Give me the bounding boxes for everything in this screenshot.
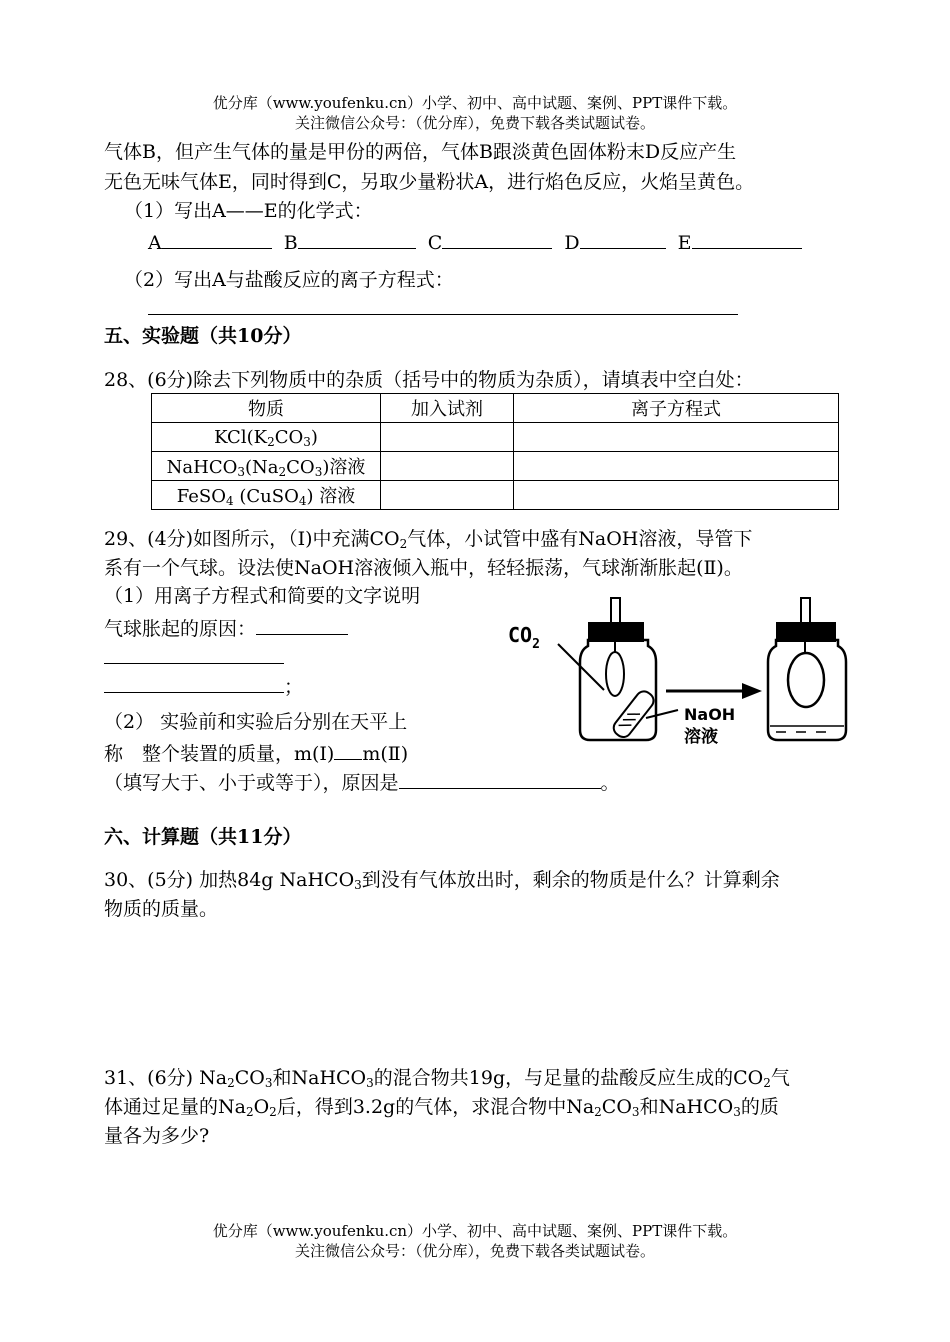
answer-line-equation[interactable] [148,314,738,315]
blank-reason-2[interactable] [104,643,284,664]
q29-line3: （1）用离子方程式和简要的文字说明 [104,585,421,607]
header-substance: 物质 [152,394,381,423]
arrow-head [742,683,762,699]
page-header-line2: 关注微信公众号：（优分库），免费下载各类试题试卷。 [294,114,655,132]
cell-equation[interactable] [514,452,839,481]
label-a: A [148,232,162,254]
bottle-ii [768,598,846,740]
blank-d[interactable] [580,228,666,249]
q29-line4: 气球胀起的原因： [104,614,348,641]
label-e: E [677,232,692,254]
page-header-line1: 优分库（www.youfenku.cn）小学、初中、高中试题、案例、PPT课件下载。 [212,94,738,112]
header-ionic-equation: 离子方程式 [514,394,839,423]
q27-sub1: （1）写出A——E的化学式： [124,200,373,222]
q31-line2: 体通过足量的$Na_2O_2$后，得到3.2g的气体，求混合物中$Na_2CO_3$和NaHCO$_3$的质 [104,1096,779,1119]
label-b: B [283,232,298,254]
co2-label: $CO_2$ [508,623,540,652]
q30-line2: 物质的质量。 [104,898,219,920]
tube-ii [801,598,810,626]
cell-substance: $NaHCO_3(Na_2CO_3)$溶液 [152,452,381,481]
blank-reason-1[interactable] [256,614,348,635]
apparatus-figure [500,590,860,750]
q27-line1: 气体B，但产生气体的量是甲份的两倍，气体B跟淡黄色固体粉末D反应产生 [104,141,737,163]
page-footer-line2: 关注微信公众号：（优分库），免费下载各类试题试卷。 [294,1242,655,1260]
cell-reagent[interactable] [381,481,514,510]
blank-reason-3[interactable] [104,672,284,693]
blank-b[interactable] [298,228,416,249]
cell-substance: $KCl(K_2CO_3)$ [152,423,381,452]
q31-line1: 31、(6分) $Na_2CO_3$和NaHCO$_3$的混合物共19g，与足量的盐酸反应生成的$CO_2$气 [104,1067,790,1090]
cell-reagent[interactable] [381,452,514,481]
q31-line3: 量各为多少? [104,1125,210,1147]
balloon-inflated [788,653,824,707]
cell-reagent[interactable] [381,423,514,452]
impurity-table [151,393,839,510]
q29-line1: 29、(4分)如图所示，（Ⅰ)中充满$CO_2$气体，小试管中盛有NaOH溶液，导管下 [104,528,753,551]
table-header-row [152,394,839,423]
q28-text: 28、(6分)除去下列物质中的杂质（括号中的物质为杂质），请填表中空白处： [104,369,754,391]
solution-label: 溶液 [684,727,718,747]
section6-title: 六、计算题（共11分） [104,826,302,848]
header-reagent: 加入试剂 [381,394,514,423]
q30-line1: 30、(5分) 加热84g NaHCO$_3$到没有气体放出时，剩余的物质是什么？计算剩余 [104,869,780,892]
label-d: D [564,232,580,254]
cell-substance: FeSO$_4$ (CuSO$_4$) 溶液 [152,481,381,510]
blank-a[interactable] [162,228,272,249]
blank-e[interactable] [692,228,802,249]
q29-line7: （2） 实验前和实验后分别在天平上 [104,711,408,733]
q27-sub2: （2）写出A与盐酸反应的离子方程式： [124,269,454,291]
q29-line8: 称 整个装置的质量，m(Ⅰ) m(Ⅱ) [104,739,408,766]
blank-cause[interactable] [399,768,601,789]
blank-compare[interactable] [334,739,362,760]
section5-title: 五、实验题（共10分） [104,325,302,347]
label-c: C [427,232,443,254]
blank-c[interactable] [442,228,552,249]
q29-line5 [104,643,284,670]
bottle-i [558,598,678,740]
naoh-label: NaOH [684,705,736,724]
cell-equation[interactable] [514,423,839,452]
table-row [152,423,839,452]
q29-line9: （填写大于、小于或等于），原因是 。 [104,768,620,795]
table-row [152,452,839,481]
cell-equation[interactable] [514,481,839,510]
q29-line2: 系有一个气球。设法使NaOH溶液倾入瓶中，轻轻振荡，气球渐渐胀起(Ⅱ)。 [104,557,743,579]
q27-formula-blanks [148,228,802,255]
q29-line6: ； [104,672,303,699]
tube-i [611,598,620,626]
balloon-small [606,652,624,696]
page-footer-line1: 优分库（www.youfenku.cn）小学、初中、高中试题、案例、PPT课件下载。 [212,1222,738,1240]
q27-line2: 无色无味气体E，同时得到C，另取少量粉状A，进行焰色反应，火焰呈黄色。 [104,171,755,193]
table-row [152,481,839,510]
